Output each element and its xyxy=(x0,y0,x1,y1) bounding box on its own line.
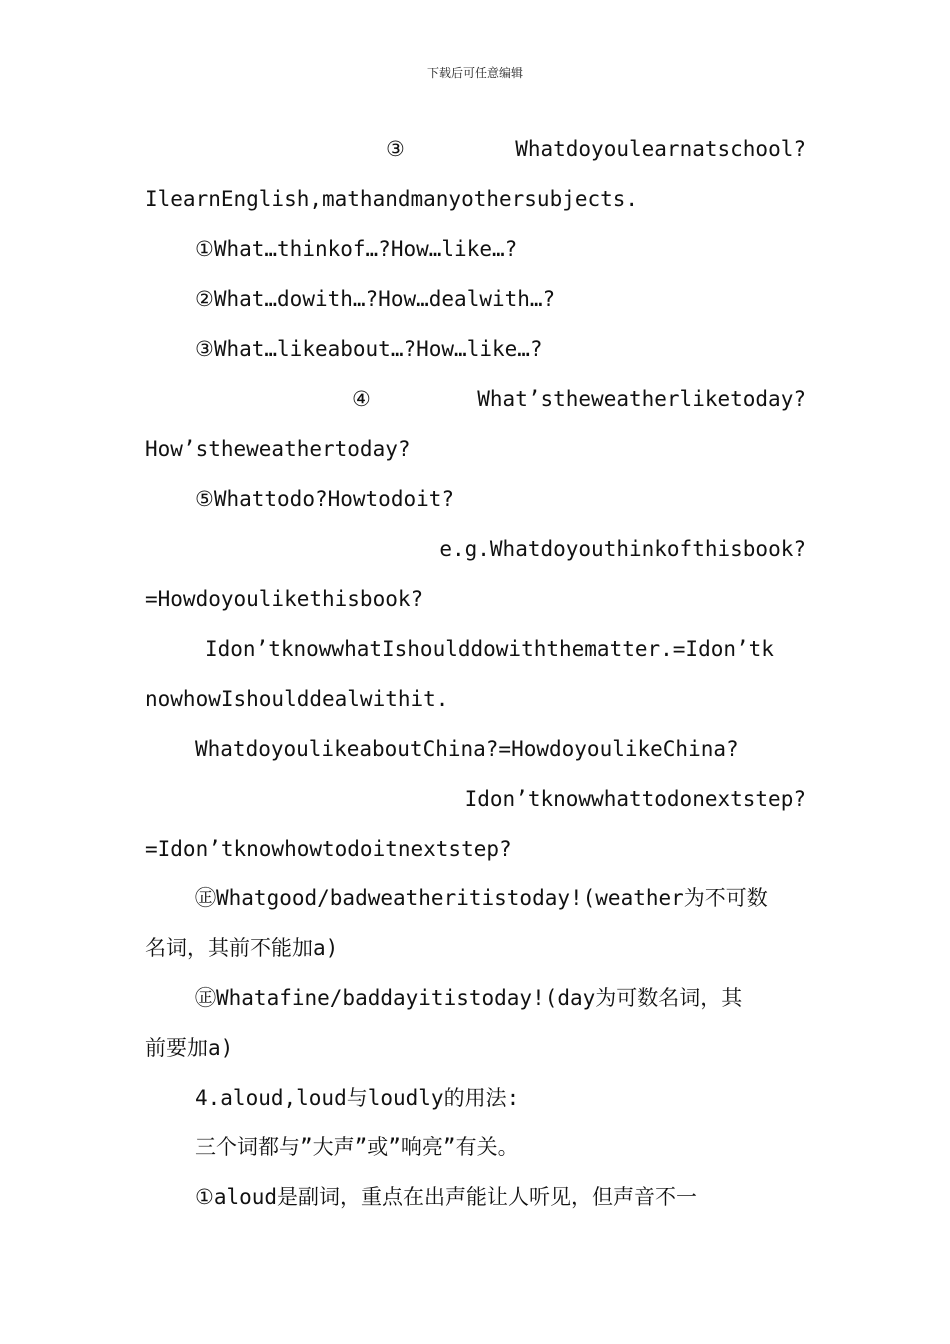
text-line-20: 4.aloud,loud与loudly的用法: xyxy=(195,1086,520,1110)
text-line-12: nowhowIshoulddealwithit. xyxy=(145,687,449,711)
question-text: What’stheweatherliketoday? xyxy=(477,387,806,411)
text-line-17: 名词，其前不能加a) xyxy=(145,936,339,960)
text-line-6 xyxy=(145,384,806,414)
text-line-5: ③What…likeabout…?How…like…? xyxy=(195,337,543,361)
question-text: Whatdoyoulearnatschool? xyxy=(515,137,806,161)
text-line-16: ㊣Whatgood/badweatheritistoday!(weather为不可数 xyxy=(195,886,768,910)
text-line-11: Idon’tknowwhatIshoulddowiththematter.=Idon’tk xyxy=(205,637,774,661)
text-line-7: How’stheweathertoday? xyxy=(145,437,411,461)
text-line-14: Idon’tknowwhattodonextstep? xyxy=(464,787,806,811)
text-line-15: =Idon’tknowhowtodoitnextstep? xyxy=(145,837,512,861)
text-line-1 xyxy=(145,134,806,164)
text-line-9: e.g.Whatdoyouthinkofthisbook? xyxy=(439,537,806,561)
page-header: 下载后可任意编辑 xyxy=(426,66,523,80)
text-line-18: ㊣Whatafine/baddayitistoday!(day为可数名词，其 xyxy=(195,986,743,1010)
text-line-10: =Howdoyoulikethisbook? xyxy=(145,587,424,611)
circled-number-3: ③ xyxy=(386,137,405,161)
text-line-13: WhatdoyoulikeaboutChina?=HowdoyoulikeChina? xyxy=(195,737,739,761)
text-line-8: ⑤Whattodo?Howtodoit? xyxy=(195,487,455,511)
text-line-3: ①What…thinkof…?How…like…? xyxy=(195,237,518,261)
circled-number-4: ④ xyxy=(352,387,371,411)
text-line-21: 三个词都与”大声”或”响亮”有关。 xyxy=(195,1135,519,1159)
text-line-22: ①aloud是副词，重点在出声能让人听见，但声音不一 xyxy=(195,1185,698,1209)
text-line-2: IlearnEnglish,mathandmanyothersubjects. xyxy=(145,187,639,211)
text-line-4: ②What…dowith…?How…dealwith…? xyxy=(195,287,556,311)
text-line-19: 前要加a) xyxy=(145,1036,234,1060)
